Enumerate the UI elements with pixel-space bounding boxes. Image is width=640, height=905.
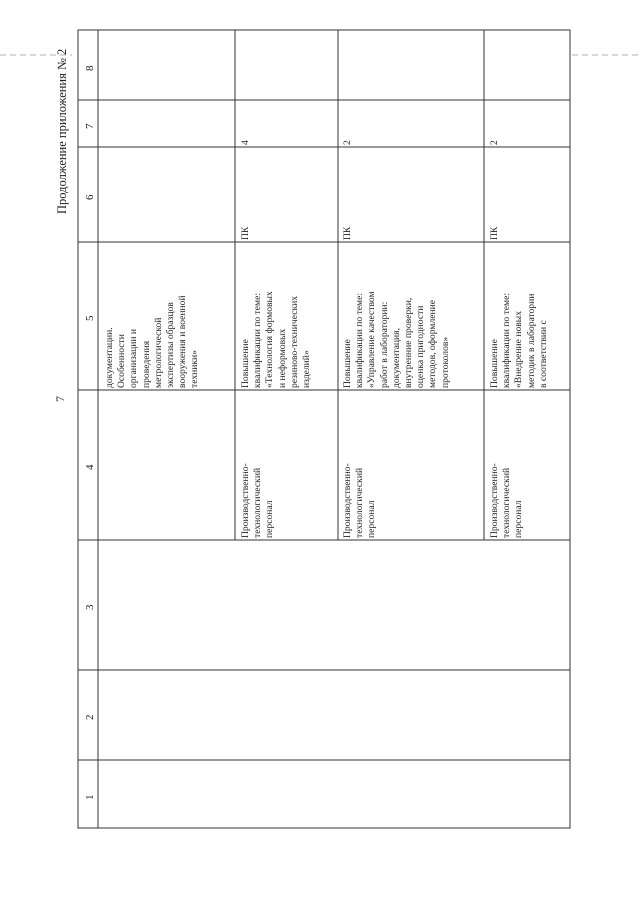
row-4-hours-cell: 2 xyxy=(489,140,500,145)
column-number-7: 7 xyxy=(84,123,96,129)
page-header: Продолжение приложения № 2 xyxy=(55,48,69,214)
row-4-topic-cell: Повышение квалификации по теме: «Внедрение новых методик в лаборатории в соответствии с xyxy=(489,292,549,388)
row-4-type-cell: ПК xyxy=(489,226,500,240)
column-number-3: 3 xyxy=(84,604,96,610)
column-number-2: 2 xyxy=(84,714,96,720)
row-4-personnel-cell: Производственно- технологический персонал xyxy=(489,463,525,538)
table-frame xyxy=(78,30,570,828)
column-number-4: 4 xyxy=(84,464,96,470)
row-3-topic-cell: Повышение квалификации по теме: «Управление качеством работ в лаборатории: документация, внутренние проверки, оценка пригодности методов, оформление протоколов» xyxy=(342,291,451,388)
row-2-personnel-cell: Производственно- технологический персонал xyxy=(240,463,276,538)
row-2-topic-cell: Повышение квалификации по теме: «Технология формовых и неформовых резиново-технических изделий» xyxy=(240,291,313,388)
column-number-8: 8 xyxy=(84,65,96,71)
column-number-1: 1 xyxy=(84,794,96,800)
page-number: 7 xyxy=(53,396,67,402)
row-3-type-cell: ПК xyxy=(342,226,353,240)
column-number-5: 5 xyxy=(84,315,96,321)
row-2-hours-cell: 4 xyxy=(240,140,251,145)
column-number-6: 6 xyxy=(84,194,96,200)
row-1-topic-cell: документации. Особенности организации и проведения метрологической экспертизы образцов вооружения и военной техники» xyxy=(104,295,201,388)
row-3-hours-cell: 2 xyxy=(342,140,353,145)
row-2-type-cell: ПК xyxy=(240,226,251,240)
row-3-personnel-cell: Производственно- технологический персонал xyxy=(342,463,378,538)
